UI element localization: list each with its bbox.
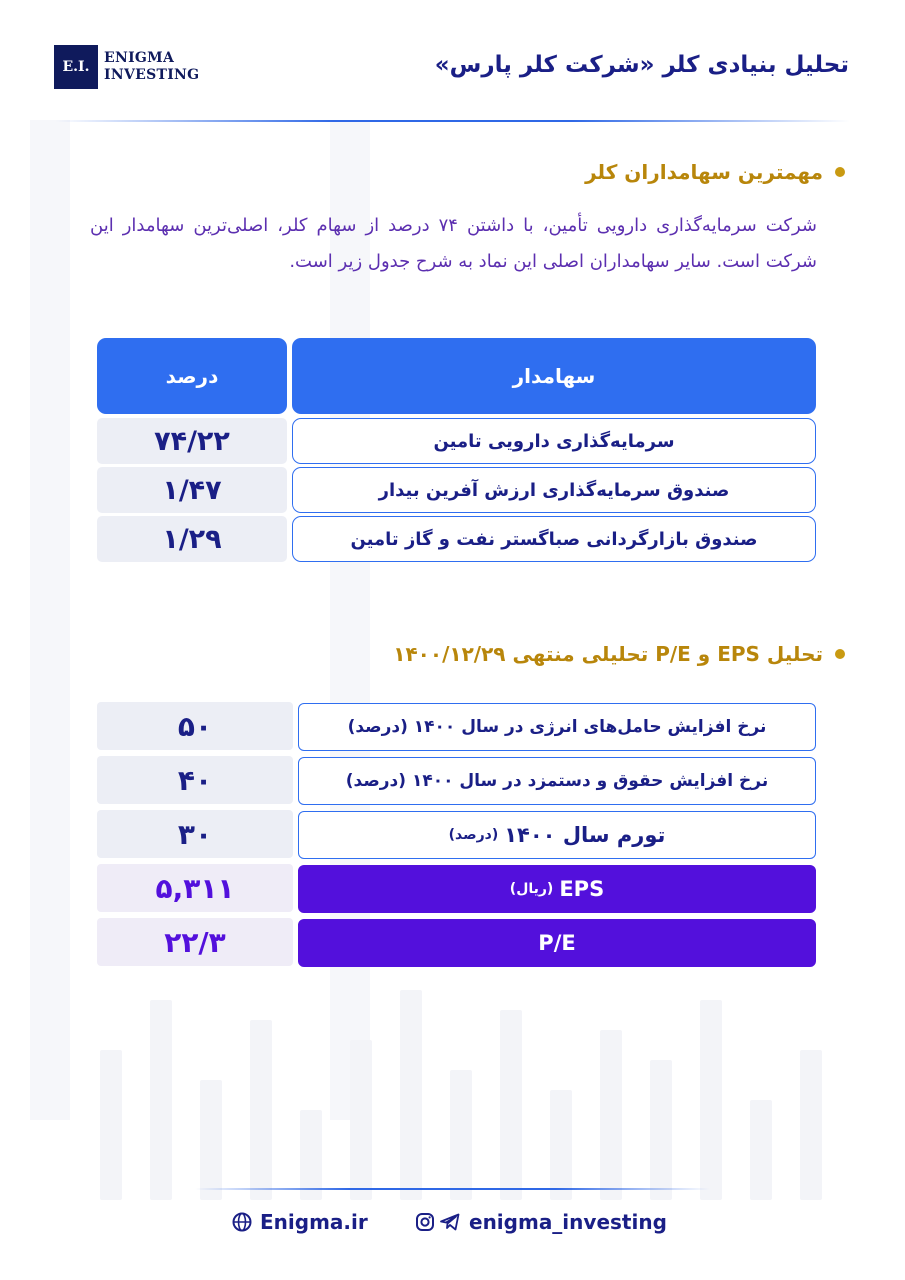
eps-row-label: P/E: [298, 919, 816, 967]
footer-website[interactable]: [232, 1210, 368, 1234]
shareholder-name: سرمایه‌گذاری دارویی تامین: [292, 418, 816, 464]
eps-row-label: [298, 811, 816, 859]
social-handle-text: enigma_investing: [469, 1210, 667, 1234]
eps-row-label-unit: (درصد): [448, 827, 499, 843]
eps-row-label: نرخ افزایش حامل‌های انرژی در سال ۱۴۰۰ (درصد): [298, 703, 816, 751]
eps-row-value: ۴۰: [97, 756, 293, 804]
eps-row-label-unit: (ریال): [509, 881, 554, 897]
shareholder-percent: ۷۴/۲۲: [97, 418, 287, 464]
eps-row-value: ۵,۳۱۱: [97, 864, 293, 912]
header-divider: [55, 120, 850, 122]
logo-line-2: INVESTING: [104, 67, 200, 83]
eps-row-label-text: EPS: [559, 877, 605, 901]
shareholder-percent: ۱/۲۹: [97, 516, 287, 562]
shareholder-name: صندوق بازارگردانی صباگستر نفت و گاز تامین: [292, 516, 816, 562]
page-title: تحلیل بنیادی کلر «شرکت کلر پارس»: [434, 52, 849, 78]
eps-row-value: ۵۰: [97, 702, 293, 750]
eps-heading-text: تحلیل EPS و P/E تحلیلی منتهی ۱۴۰۰/۱۲/۲۹: [393, 642, 823, 666]
logo: [54, 45, 199, 89]
logo-line-1: ENIGMA: [104, 50, 175, 66]
shareholders-heading-text: مهمترین سهامداران کلر: [585, 160, 823, 184]
bullet-icon: [835, 649, 845, 659]
eps-row-value: ۳۰: [97, 810, 293, 858]
background-bars: [60, 960, 845, 1200]
percent-column-header: درصد: [97, 338, 287, 414]
bullet-icon: [835, 167, 845, 177]
shareholders-heading: [585, 160, 845, 184]
logo-text: [104, 50, 199, 84]
shareholder-percent: ۱/۴۷: [97, 467, 287, 513]
eps-heading: [393, 642, 845, 666]
shareholder-column-header: سهامدار: [292, 338, 816, 414]
instagram-icon: [415, 1212, 435, 1232]
eps-row-value: ۲۲/۳: [97, 918, 293, 966]
footer-divider: [195, 1188, 710, 1190]
logo-mark: E.I.: [54, 45, 98, 89]
shareholder-name: صندوق سرمایه‌گذاری ارزش آفرین بیدار: [292, 467, 816, 513]
shareholders-paragraph: شرکت سرمایه‌گذاری دارویی تأمین، با داشتن ۷۴ درصد از سهام کلر، اصلی‌ترین سهامدار این شرکت است. سایر سهامداران اصلی این نماد به شرح جدول زیر است.: [90, 215, 817, 272]
telegram-icon: [439, 1212, 461, 1232]
globe-icon: [232, 1212, 252, 1232]
eps-row-label: نرخ افزایش حقوق و دستمزد در سال ۱۴۰۰ (درصد): [298, 757, 816, 805]
eps-row-label-text: تورم سال ۱۴۰۰: [504, 823, 666, 847]
website-text: Enigma.ir: [260, 1210, 368, 1234]
eps-row-label: [298, 865, 816, 913]
footer-social[interactable]: [415, 1210, 667, 1234]
